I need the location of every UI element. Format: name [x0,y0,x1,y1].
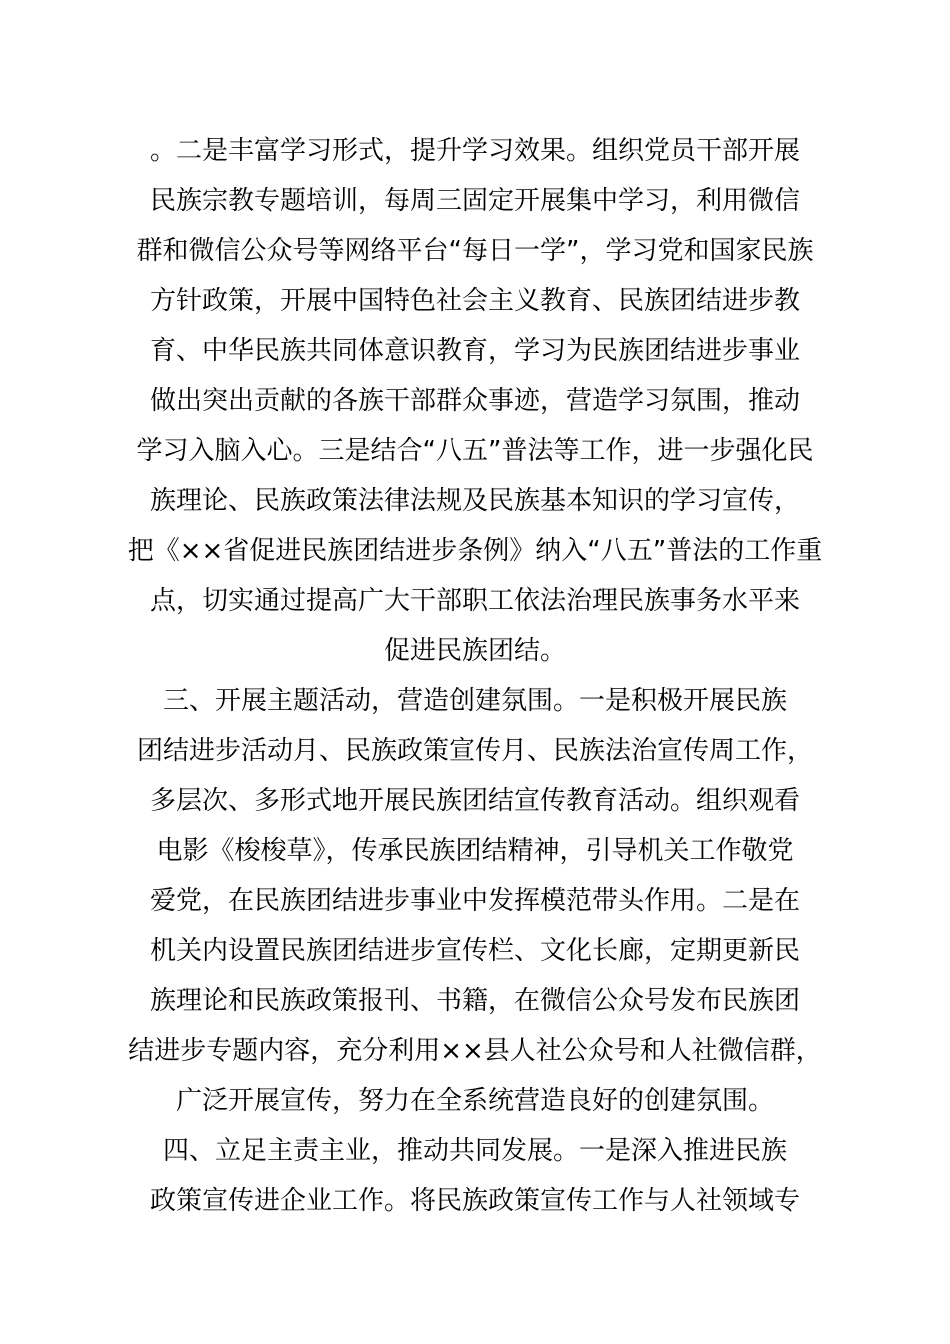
text-line: 。二是丰富学习形式，提升学习效果。组织党员干部开展 [149,136,800,166]
text-line: 民族宗教专题培训，每周三固定开展集中学习，利用微信 [149,186,800,216]
document-body [120,126,830,1226]
text-line: 育、中华民族共同体意识教育，学习为民族团结进步事业 [149,336,800,366]
text-line: 机关内设置民族团结进步宣传栏、文化长廊，定期更新民 [149,936,800,966]
text-line: 把《××省促进民族团结进步条例》纳入“八五”普法的工作重 [127,536,823,566]
text-line: 做出突出贡献的各族干部群众事迹，营造学习氛围，推动 [149,386,800,416]
text-line: 点，切实通过提高广大干部职工依法治理民族事务水平来 [149,586,800,616]
text-line: 爱党，在民族团结进步事业中发挥模范带头作用。二是在 [149,886,800,916]
text-line: 结进步专题内容，充分利用××县人社公众号和人社微信群， [128,1036,822,1066]
text-line: 政策宣传进企业工作。将民族政策宣传工作与人社领域专 [149,1186,800,1216]
text-line: 群和微信公众号等网络平台“每日一学”，学习党和国家民族 [136,236,814,266]
section-heading-line: 三、开展主题活动，营造创建氛围。一是积极开展民族 [162,686,787,716]
text-line: 族理论和民族政策报刊、书籍，在微信公众号发布民族团 [149,986,800,1016]
section-heading-line: 四、立足主责主业，推动共同发展。一是深入推进民族 [162,1136,787,1166]
text-line: 学习入脑入心。三是结合“八五”普法等工作，进一步强化民 [136,436,814,466]
text-line: 团结进步活动月、民族政策宣传月、民族法治宣传周工作， [136,736,813,766]
text-line: 促进民族团结。 [383,636,566,666]
text-line: 多层次、多形式地开展民族团结宣传教育活动。组织观看 [149,786,800,816]
text-line: 电影《梭梭草》，传承民族团结精神，引导机关工作敬党 [156,836,794,866]
text-line: 方针政策，开展中国特色社会主义教育、民族团结进步教 [149,286,800,316]
text-line: 广泛开展宣传，努力在全系统营造良好的创建氛围。 [175,1086,774,1116]
text-line: 族理论、民族政策法律法规及民族基本知识的学习宣传， [149,486,800,516]
